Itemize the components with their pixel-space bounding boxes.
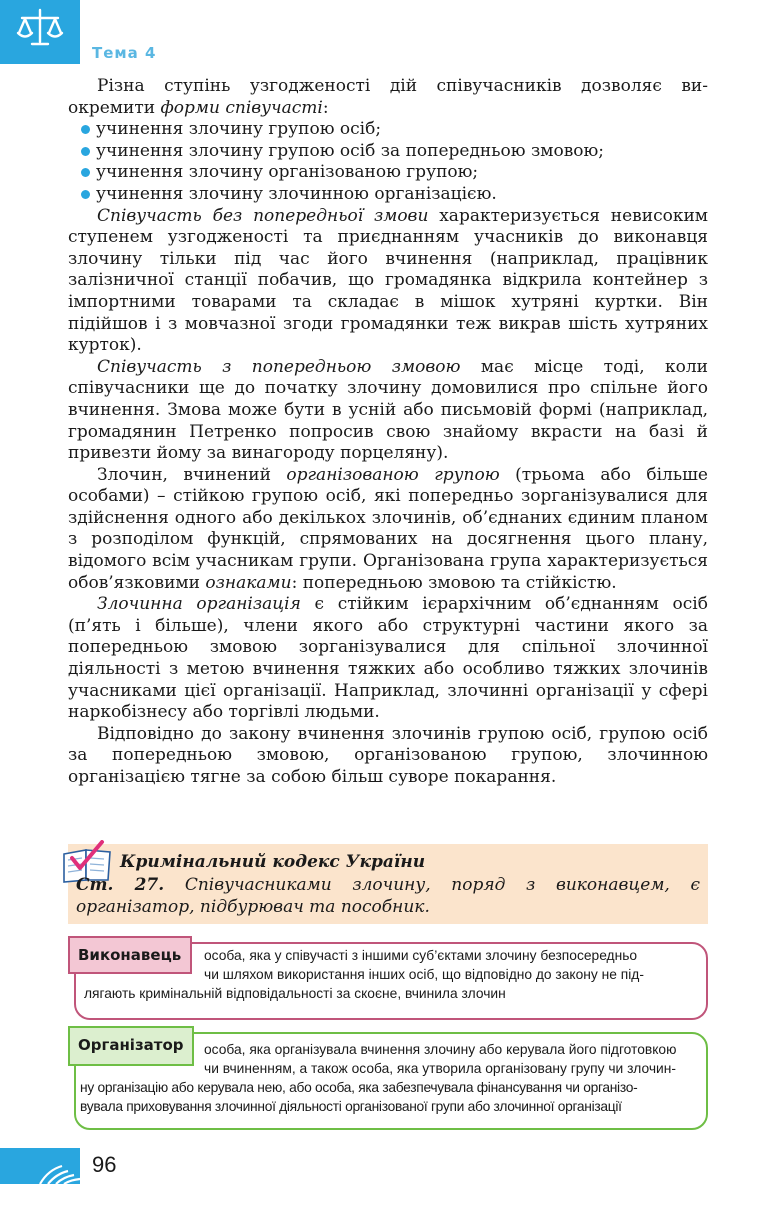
code-title: Кримінальний кодекс України bbox=[120, 852, 426, 872]
definition-text: особа, яка організувала вчинення злочину або керувала його підготовкою чи вчиненням, а також особа, яка утворила організовану групу чи злочин- ну організацію або керувала нею, або особа, яка забезпечувала фінансування чи організо- вувала приховування злочинної діяльності організованої групи або злочинної організації bbox=[80, 1042, 677, 1114]
list-item: учинення злочину організованою групою; bbox=[68, 162, 708, 184]
definition-text: особа, яка у співучасті з іншими суб’єктами злочину безпосередньо чи шляхом використання інших осіб, що відповідно до закону не під- лягають кримінальній відповідальності за скоєне, вчинила злочин bbox=[84, 948, 644, 1001]
term-label: Виконавець bbox=[68, 936, 192, 974]
footer-band bbox=[0, 1148, 80, 1184]
bullet-icon bbox=[81, 147, 90, 156]
list-item: учинення злочину групою осіб; bbox=[68, 119, 708, 141]
waves-icon bbox=[0, 1148, 80, 1184]
theme-corner-band bbox=[0, 0, 80, 64]
paragraph-organized-group: Злочин, вчинений організованою групою (трьома або більше особами) – стійкою групою осіб, які попередньо зорганізувалися для здійснення одного або декількох злочинів, об’єднаних єдиним планом з розподілом функцій, спрямованих на досягнення цього плану, відомого всім учасникам групи. Організована група характеризується обов’язковими ознаками: попередньою змовою та стійкістю. bbox=[68, 464, 708, 593]
main-text bbox=[68, 76, 708, 789]
paragraph-criminal-organization: Злочинна організація є стійким ієрархічним об’єднанням осіб (п’ять і більше), члени якого або структурні частини якого за попередньою змовою зорганізувалися для спільної злочинної діяльності з метою вчинення тяжких або особливо тяжких злочинів учасниками цієї організації. Наприклад, злочинні організації у сфері наркобізнесу або торгівлі людьми. bbox=[68, 594, 708, 723]
scales-icon bbox=[16, 8, 64, 48]
theme-label: Тема 4 bbox=[92, 44, 157, 62]
code-article: Ст. 27. Співучасниками злочину, поряд з виконавцем, є організатор, підбурювач та пособник. bbox=[76, 875, 700, 917]
bullet-icon bbox=[81, 168, 90, 177]
forms-list bbox=[68, 119, 708, 205]
page-number: 96 bbox=[92, 1152, 117, 1177]
list-item: учинення злочину групою осіб за попередньою змовою; bbox=[68, 141, 708, 163]
bullet-icon bbox=[81, 125, 90, 134]
term-label: Організатор bbox=[68, 1026, 194, 1066]
criminal-code-note bbox=[68, 844, 708, 924]
paragraph-prior-agreement: Співучасть з попередньою змовою має місце тоді, коли співучасники ще до початку злочину домовилися про спільне його вчинення. Змова може бути в усній або письмовій формі (наприклад, громадянин Петренко попросив свою знайому вкрасти на базі й привезти йому за винагороду порцеляну). bbox=[68, 356, 708, 464]
list-item: учинення злочину злочинною організацією. bbox=[68, 184, 708, 206]
paragraph-no-agreement: Співучасть без попередньої змови характеризується невисоким ступенем узгодженості та приєднанням учасників до виконавця злочину тільки під час його вчинення (наприклад, працівник залізничної станції побачив, що громадянка відкрила контейнер з імпортними товарами та складає в мішок хутряні куртки. Він підійшов і з мовчазної згоди громадянки теж викрав шість хутряних курток). bbox=[68, 205, 709, 356]
paragraph-punishment: Відповідно до закону вчинення злочинів групою осіб, групою осіб за попередньою змовою, організованою групою, злочинною організацією тягне за собою більш суворе покарання. bbox=[68, 723, 708, 787]
intro-paragraph: Різна ступінь узгодженості дій співучасників дозволяє ви-окремити форми співучасті: bbox=[68, 76, 708, 118]
definition-executor bbox=[68, 936, 712, 1020]
bullet-icon bbox=[81, 190, 90, 199]
definition-organizer bbox=[68, 1024, 712, 1130]
